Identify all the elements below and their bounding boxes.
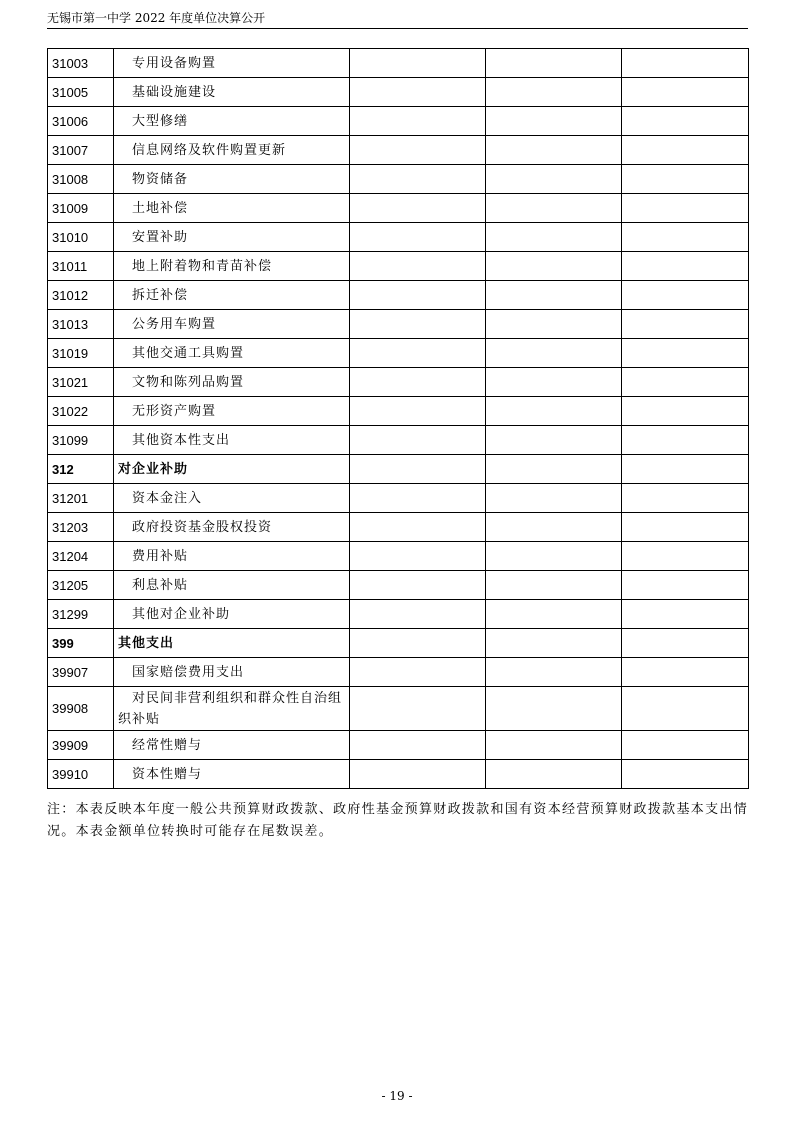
row-name: 经常性赠与 [114,731,350,760]
value-cell [622,339,749,368]
document-header [47,9,748,29]
row-code: 31099 [48,426,114,455]
expenditure-table [47,48,749,789]
value-cell [350,731,486,760]
page-number: - 19 - [381,1089,413,1103]
value-cell [622,687,749,731]
value-cell [350,368,486,397]
value-cell [350,49,486,78]
value-cell [486,194,622,223]
value-cell [622,600,749,629]
category-row [48,629,749,658]
value-cell [486,760,622,789]
row-code: 31012 [48,281,114,310]
value-cell [350,252,486,281]
row-code: 31201 [48,484,114,513]
value-cell [486,281,622,310]
value-cell [350,760,486,789]
value-cell [350,107,486,136]
value-cell [486,513,622,542]
row-code: 31009 [48,194,114,223]
value-cell [486,165,622,194]
value-cell [486,49,622,78]
value-cell [486,600,622,629]
value-cell [350,339,486,368]
value-cell [486,107,622,136]
value-cell [350,571,486,600]
value-cell [350,165,486,194]
value-cell [486,368,622,397]
value-cell [486,629,622,658]
value-cell [350,194,486,223]
table-row [48,426,749,455]
table-row [48,542,749,571]
table-row [48,310,749,339]
value-cell [486,687,622,731]
table-row [48,194,749,223]
row-code: 31022 [48,397,114,426]
value-cell [486,78,622,107]
value-cell [622,165,749,194]
header-title: 无锡市第一中学 2022 年度单位决算公开 [47,11,266,25]
row-name: 安置补助 [114,223,350,252]
row-code: 31205 [48,571,114,600]
row-code: 31204 [48,542,114,571]
row-code: 39909 [48,731,114,760]
row-name: 拆迁补偿 [114,281,350,310]
table-row [48,136,749,165]
value-cell [350,455,486,484]
table-row [48,687,749,731]
row-code: 31299 [48,600,114,629]
value-cell [350,397,486,426]
row-name: 利息补贴 [114,571,350,600]
row-name: 资本性赠与 [114,760,350,789]
value-cell [622,484,749,513]
row-code: 31007 [48,136,114,165]
row-name: 对民间非营利组织和群众性自治组织补贴 [114,687,350,731]
value-cell [350,542,486,571]
value-cell [622,49,749,78]
value-cell [622,731,749,760]
table-note: 注：本表反映本年度一般公共预算财政拨款、政府性基金预算财政拨款和国有资本经营预算财政拨款基本支出情况。本表金额单位转换时可能存在尾数误差。 [47,802,748,839]
value-cell [486,571,622,600]
value-cell [350,426,486,455]
row-name: 基础设施建设 [114,78,350,107]
row-code: 31021 [48,368,114,397]
value-cell [622,281,749,310]
value-cell [350,223,486,252]
row-code: 31019 [48,339,114,368]
table-row [48,658,749,687]
row-name: 国家赔偿费用支出 [114,658,350,687]
row-name: 资本金注入 [114,484,350,513]
table-row [48,223,749,252]
row-name: 专用设备购置 [114,49,350,78]
value-cell [622,78,749,107]
row-name: 物资储备 [114,165,350,194]
value-cell [622,107,749,136]
value-cell [622,571,749,600]
value-cell [622,455,749,484]
row-name: 对企业补助 [114,455,350,484]
value-cell [486,484,622,513]
table-row [48,731,749,760]
table-row [48,484,749,513]
value-cell [350,78,486,107]
row-name: 信息网络及软件购置更新 [114,136,350,165]
value-cell [622,368,749,397]
row-name: 其他资本性支出 [114,426,350,455]
row-code: 39907 [48,658,114,687]
value-cell [486,731,622,760]
value-cell [622,658,749,687]
table-row [48,397,749,426]
table-row [48,252,749,281]
row-code: 31003 [48,49,114,78]
row-name: 土地补偿 [114,194,350,223]
value-cell [350,136,486,165]
row-code: 31011 [48,252,114,281]
value-cell [486,310,622,339]
value-cell [486,542,622,571]
value-cell [622,310,749,339]
value-cell [622,760,749,789]
row-code: 31010 [48,223,114,252]
value-cell [350,484,486,513]
value-cell [622,136,749,165]
value-cell [350,310,486,339]
value-cell [350,281,486,310]
row-code: 31008 [48,165,114,194]
row-name: 大型修缮 [114,107,350,136]
value-cell [350,687,486,731]
table-row [48,107,749,136]
table-row [48,339,749,368]
table-row [48,165,749,194]
table-row [48,600,749,629]
value-cell [486,397,622,426]
table-row [48,760,749,789]
row-code: 39908 [48,687,114,731]
row-code: 31013 [48,310,114,339]
row-code: 399 [48,629,114,658]
value-cell [622,513,749,542]
table-row [48,368,749,397]
value-cell [486,223,622,252]
row-name: 其他交通工具购置 [114,339,350,368]
row-name: 其他支出 [114,629,350,658]
value-cell [622,629,749,658]
table-row [48,281,749,310]
row-name: 公务用车购置 [114,310,350,339]
value-cell [622,426,749,455]
row-name: 其他对企业补助 [114,600,350,629]
row-code: 312 [48,455,114,484]
row-code: 31005 [48,78,114,107]
value-cell [350,658,486,687]
row-name: 文物和陈列品购置 [114,368,350,397]
value-cell [486,252,622,281]
value-cell [486,426,622,455]
value-cell [622,397,749,426]
value-cell [486,658,622,687]
row-code: 31203 [48,513,114,542]
value-cell [486,455,622,484]
value-cell [486,339,622,368]
row-name: 无形资产购置 [114,397,350,426]
value-cell [486,136,622,165]
category-row [48,455,749,484]
value-cell [350,600,486,629]
row-name: 地上附着物和青苗补偿 [114,252,350,281]
row-code: 39910 [48,760,114,789]
value-cell [622,542,749,571]
row-name: 费用补贴 [114,542,350,571]
row-name: 政府投资基金股权投资 [114,513,350,542]
table-row [48,78,749,107]
table-row [48,513,749,542]
value-cell [622,252,749,281]
table-row [48,49,749,78]
row-code: 31006 [48,107,114,136]
value-cell [622,223,749,252]
value-cell [622,194,749,223]
table-row [48,571,749,600]
value-cell [350,629,486,658]
value-cell [350,513,486,542]
